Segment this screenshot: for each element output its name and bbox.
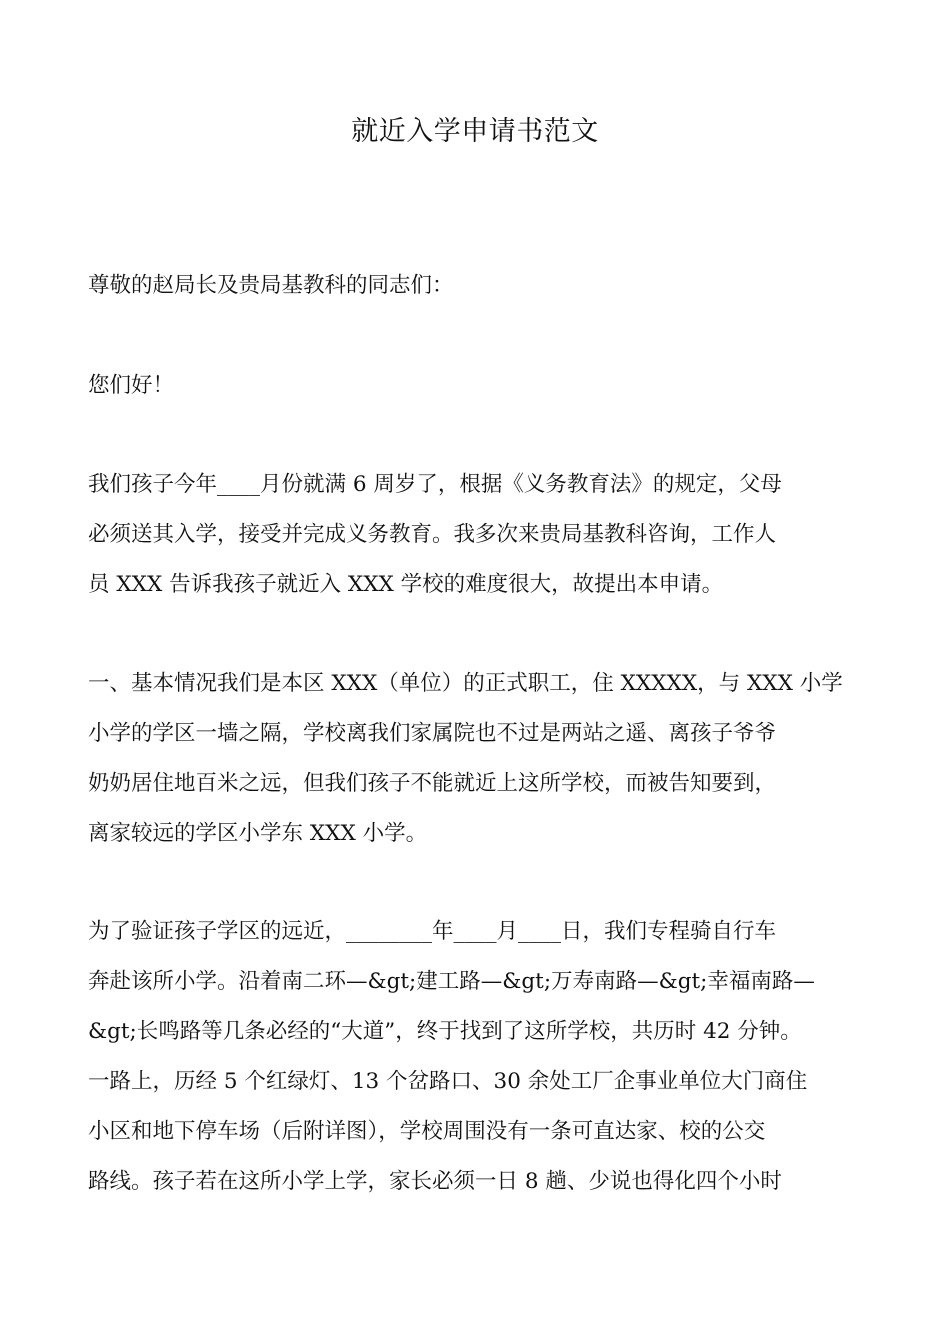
paragraph-line: 小学的学区一墙之隔，学校离我们家属院也不过是两站之遥、离孩子爷爷: [88, 721, 777, 746]
paragraph-intro: [88, 460, 878, 610]
paragraph-line: 为了验证孩子学区的远近，________年____月____日，我们专程骑自行车: [88, 919, 777, 944]
greeting: [88, 361, 878, 411]
salutation: [88, 261, 878, 311]
paragraph-line: 必须送其入学，接受并完成义务教育。我多次来贵局基教科咨询，工作人: [88, 522, 777, 547]
paragraph-line: 我们孩子今年____月份就满 6 周岁了，根据《义务教育法》的规定，父母: [88, 472, 782, 497]
document-title: 就近入学申请书范文: [351, 116, 599, 147]
greeting-line: 您们好！: [88, 373, 175, 398]
paragraph-line: &gt;长鸣路等几条必经的“大道”，终于找到了这所学校，共历时 42 分钟。: [88, 1019, 802, 1044]
paragraph-line: 小区和地下停车场（后附详图），学校周围没有一条可直达家、校的公交: [88, 1119, 766, 1144]
paragraph-line: 离家较远的学区小学东 XXX 小学。: [88, 821, 428, 846]
paragraph-line: 一、基本情况我们是本区 XXX（单位）的正式职工，住 XXXXX，与 XXX 小学: [88, 671, 843, 696]
paragraph-basic-info: [88, 659, 878, 859]
paragraph-line: 奶奶居住地百米之远，但我们孩子不能就近上这所学校，而被告知要到，: [88, 771, 777, 796]
paragraph-line: 路线。孩子若在这所小学上学，家长必须一日 8 趟、少说也得化四个小时: [88, 1169, 782, 1194]
paragraph-line: 奔赴该所小学。沿着南二环—&gt;建工路—&gt;万寿南路—&gt;幸福南路—: [88, 969, 815, 994]
paragraph-route: [88, 907, 878, 1207]
salutation-line: 尊敬的赵局长及贵局基教科的同志们：: [88, 273, 454, 298]
paragraph-line: 员 XXX 告诉我孩子就近入 XXX 学校的难度很大，故提出本申请。: [88, 572, 724, 597]
paragraph-line: 一路上，历经 5 个红绿灯、13 个岔路口、30 余处工厂企事业单位大门商住: [88, 1069, 808, 1094]
